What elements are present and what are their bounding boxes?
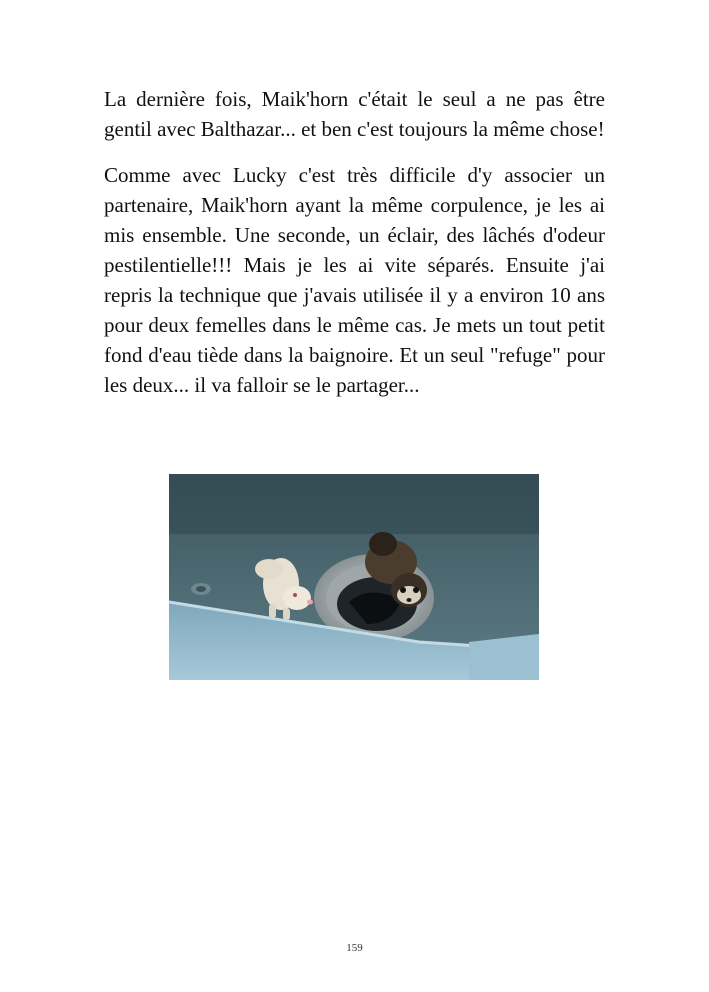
paragraph-1: La dernière fois, Maik'horn c'était le seul a ne pas être gentil avec Balthazar... et ben c'est toujours la même chose! [104,87,605,141]
ferrets-in-bathtub-photo [169,474,539,680]
body-text [104,84,605,400]
page-number: 159 [346,942,363,954]
paragraph-2: Comme avec Lucky c'est très difficile d'y associer un partenaire, Maik'horn ayant la même corpulence, je les ai mis ensemble. Une seconde, un éclair, des lâchés d'odeur pestilentielle!!! Mais je les ai vite séparés. Ensuite j'ai repris la technique que j'avais utilisée il y a environ 10 ans pour deux femelles dans le même cas. Je mets un tout petit fond d'eau tiède dans la baignoire. Et un seul "refuge" pour les deux... il va falloir se le partager... [104,163,605,397]
